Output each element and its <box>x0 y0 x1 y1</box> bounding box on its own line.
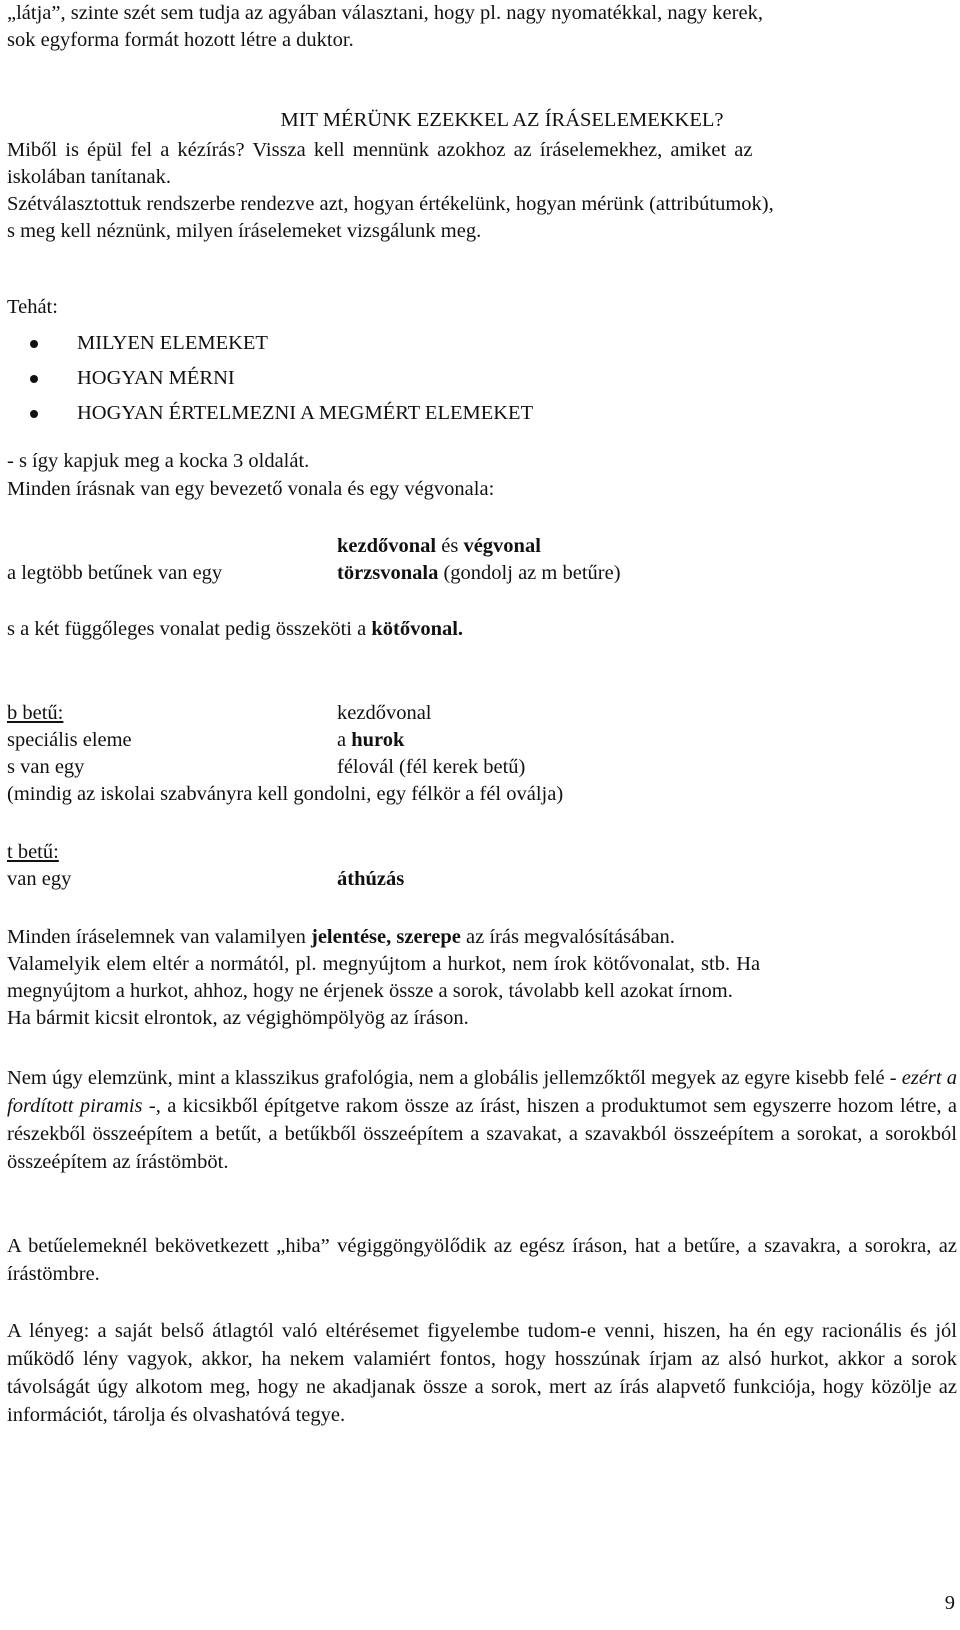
koto-line <box>7 616 463 643</box>
b-letter-element-3: félovál (fél kerek betű) <box>337 756 526 778</box>
term-kezdovonal: kezdővonal <box>337 535 437 557</box>
p1-line-2: iskolában tanítanak. <box>7 166 171 188</box>
p2-line-1 <box>7 924 957 951</box>
b-letter-special-label: speciális eleme <box>7 729 132 751</box>
term-note: (gondolj az m betűre) <box>438 562 621 584</box>
p1-line-3: Szétválasztottuk rendszerbe rendezve azt, hogyan értékelünk, hogyan mérünk (attribútumok), <box>7 193 774 215</box>
paragraph-2 <box>7 924 957 1032</box>
paragraph-1 <box>7 137 957 245</box>
p1-line-1: Miből is épül fel a kézírás? Vissza kell mennünk azokhoz az íráselemekhez, amiket az <box>7 139 753 161</box>
kocka-line: - s így kapjuk meg a kocka 3 oldalát. <box>7 450 310 472</box>
paragraph-5: A lényeg: a saját belső átlagtól való eltérésemet figyelembe tudom-e venni, hiszen, ha én egy racionális és jól működő lény vagyok, akkor, ha nekem valamiért fontos, hogy hosszúnak írjam az alsó hurkot, akkor a sorok távolságát úgy alkotom meg, hogy ne akadjanak össze a sorok, mert az írás alapvető funkciója, hogy közölje az információt, tárolja és olvashatóvá tegye. <box>7 1320 957 1426</box>
section-heading: MIT MÉRÜNK EZEKKEL AZ ÍRÁSELEMEKKEL? <box>280 109 724 131</box>
term-athuzas: áthúzás <box>337 868 405 890</box>
koto-text: s a két függőleges vonalat pedig összeköti a <box>7 618 372 640</box>
tehat-label: Tehát: <box>7 296 58 318</box>
b-letter-label: b betű: <box>7 702 64 724</box>
term-torzsvonala: törzsvonala <box>337 562 439 584</box>
bullet-item: HOGYAN MÉRNI <box>7 361 957 396</box>
lines-table-left: a legtöbb betűnek van egy <box>7 562 223 584</box>
t-letter-has-label: van egy <box>7 868 72 890</box>
bullet-item: MILYEN ELEMEKET <box>7 326 957 361</box>
p3-italic: ezért a fordított piramis <box>7 1067 957 1117</box>
page-number: 9 <box>944 1592 955 1614</box>
intro-paragraph <box>7 0 957 54</box>
b-letter-element-prefix: a <box>337 729 352 751</box>
p2-line-1-post: az írás megvalósításában. <box>460 926 675 948</box>
p2-line-2: Valamelyik elem eltér a normától, pl. megnyújtom a hurkot, nem írok kötővonalat, stb. Ha <box>7 953 761 975</box>
p3-text-post: -, a kicsikből építgetve rakom össze az írást, hiszen a produktumot sem egyszerre hozom létre, a részekből összeépítem a betűt, a betűkből összeépítem a szavakat, a szavakból összeépítem a sorokat, a sorokból összeépítem az írástömböt. <box>7 1095 957 1173</box>
bullet-item: HOGYAN ÉRTELMEZNI A MEGMÉRT ELEMEKET <box>7 396 957 431</box>
t-letter-block <box>7 839 957 893</box>
paragraph-3 <box>7 1064 957 1176</box>
term-jelentese: jelentése, szerepe <box>311 926 461 948</box>
p2-line-4: Ha bármit kicsit elrontok, az végighömpölyög az íráson. <box>7 1007 469 1029</box>
minden-line: Minden írásnak van egy bevezető vonala és egy végvonala: <box>7 478 495 500</box>
bullet-list <box>7 326 957 431</box>
term-hurok: hurok <box>351 729 405 751</box>
p2-line-1-pre: Minden íráselemnek van valamilyen <box>7 926 311 948</box>
intro-line-2: sok egyforma formát hozott létre a duktor. <box>7 29 354 51</box>
term-connector: és <box>436 535 464 557</box>
intro-line-1: „látja”, szinte szét sem tudja az agyában választani, hogy pl. nagy nyomatékkal, nagy kerek, <box>7 2 763 24</box>
lines-table <box>7 533 957 587</box>
t-letter-label: t betű: <box>7 841 59 863</box>
term-kotovonal: kötővonal. <box>371 618 464 640</box>
b-letter-note: (mindig az iskolai szabványra kell gondolni, egy félkör a fél oválja) <box>7 783 564 805</box>
b-letter-block <box>7 700 957 808</box>
p2-line-3: megnyújtom a hurkot, ahhoz, hogy ne érjenek össze a sorok, távolabb kell azokat írnom. <box>7 980 733 1002</box>
p1-line-4: s meg kell néznünk, milyen íráselemeket vizsgálunk meg. <box>7 220 482 242</box>
term-vegvonal: végvonal <box>463 535 541 557</box>
p3-text-pre: Nem úgy elemzünk, mint a klasszikus grafológia, nem a globális jellemzőktől megyek az egyre kisebb felé - <box>7 1067 902 1089</box>
paragraph-4: A betűelemeknél bekövetkezett „hiba” végiggöngyölődik az egész íráson, hat a betűre, a szavakra, a sorokra, az írástömbre. <box>7 1235 957 1285</box>
b-letter-also-label: s van egy <box>7 756 85 778</box>
b-letter-element-1: kezdővonal <box>337 702 432 724</box>
